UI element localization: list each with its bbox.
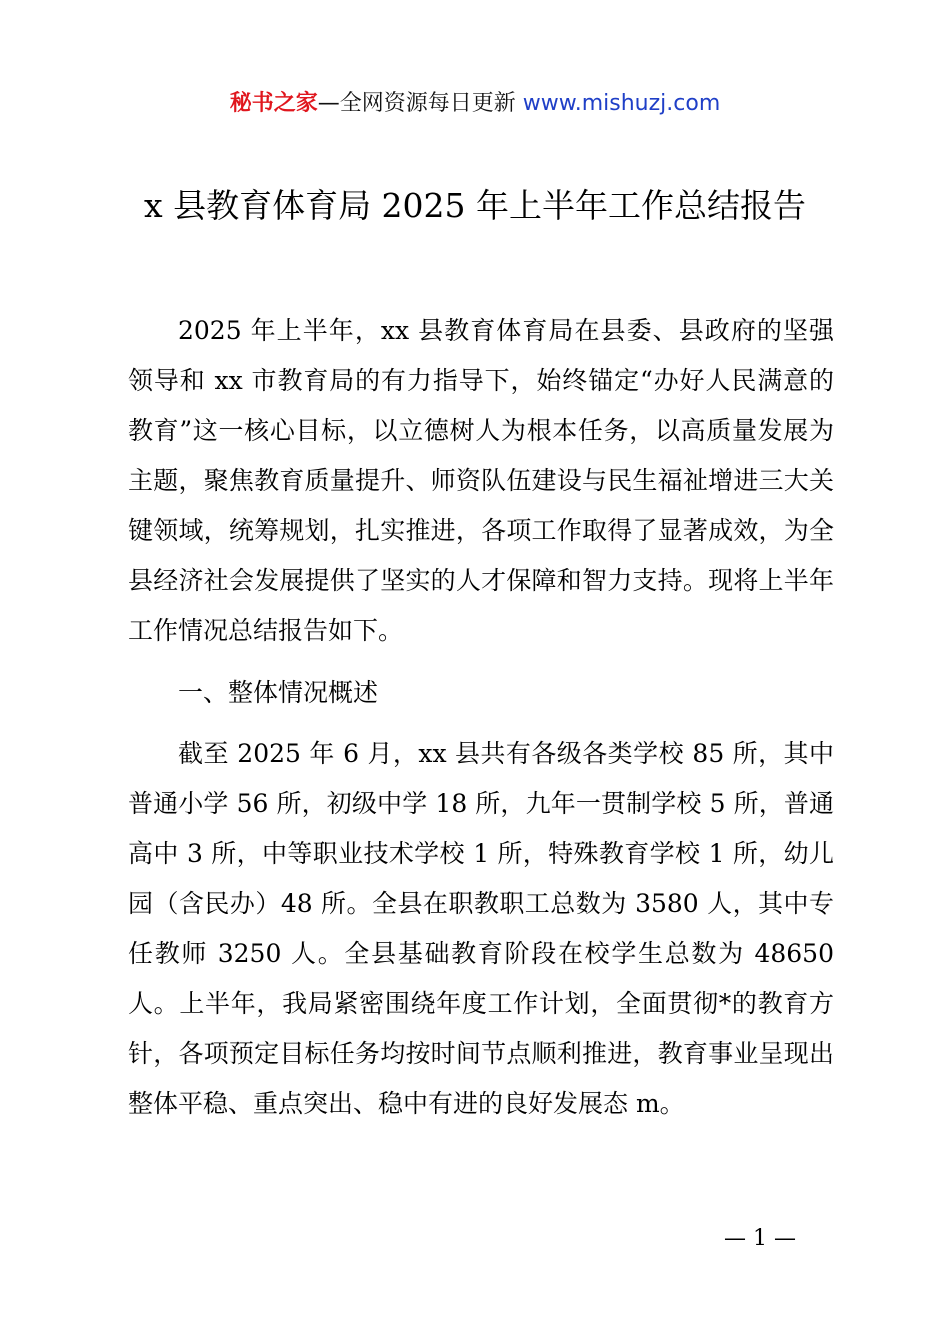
site-url-link[interactable]: www.mishuzj.com: [522, 91, 721, 116]
document-title: x 县教育体育局 2025 年上半年工作总结报告: [143, 186, 807, 225]
section-heading-block: [128, 668, 834, 718]
page-number: — 1 —: [724, 1226, 796, 1251]
site-header: [0, 88, 950, 120]
site-slogan: —全网资源每日更新: [317, 91, 523, 116]
site-brand: 秘书之家: [229, 91, 318, 116]
section-heading: 一、整体情况概述: [178, 678, 379, 707]
intro-section: [128, 306, 834, 656]
section-body: [128, 729, 834, 1129]
section-paragraph: 截至 2025 年 6 月，xx 县共有各级各类学校 85 所，其中普通小学 56 所，初级中学 18 所，九年一贯制学校 5 所，普通高中 3 所，中等职业技术学校 1 所，特殊教育学校 1 所，幼儿园（含民办）48 所。全县在职教职工总数为 3580 人，其中专任教师 3250 人。全县基础教育阶段在校学生总数为 48650 人。上半年，我局紧密围绕年度工作计划，全面贯彻*的教育方针，各项预定目标任务均按时间节点顺利推进，教育事业呈现出整体平稳、重点突出、稳中有进的良好发展态 m。: [128, 739, 834, 1118]
intro-paragraph: 2025 年上半年，xx 县教育体育局在县委、县政府的坚强领导和 xx 市教育局的有力指导下，始终锚定“办好人民满意的教育”这一核心目标，以立德树人为根本任务，以高质量发展为主题，聚焦教育质量提升、师资队伍建设与民生福祉增进三大关键领域，统筹规划，扎实推进，各项工作取得了显著成效，为全县经济社会发展提供了坚实的人才保障和智力支持。现将上半年工作情况总结报告如下。: [128, 316, 834, 645]
